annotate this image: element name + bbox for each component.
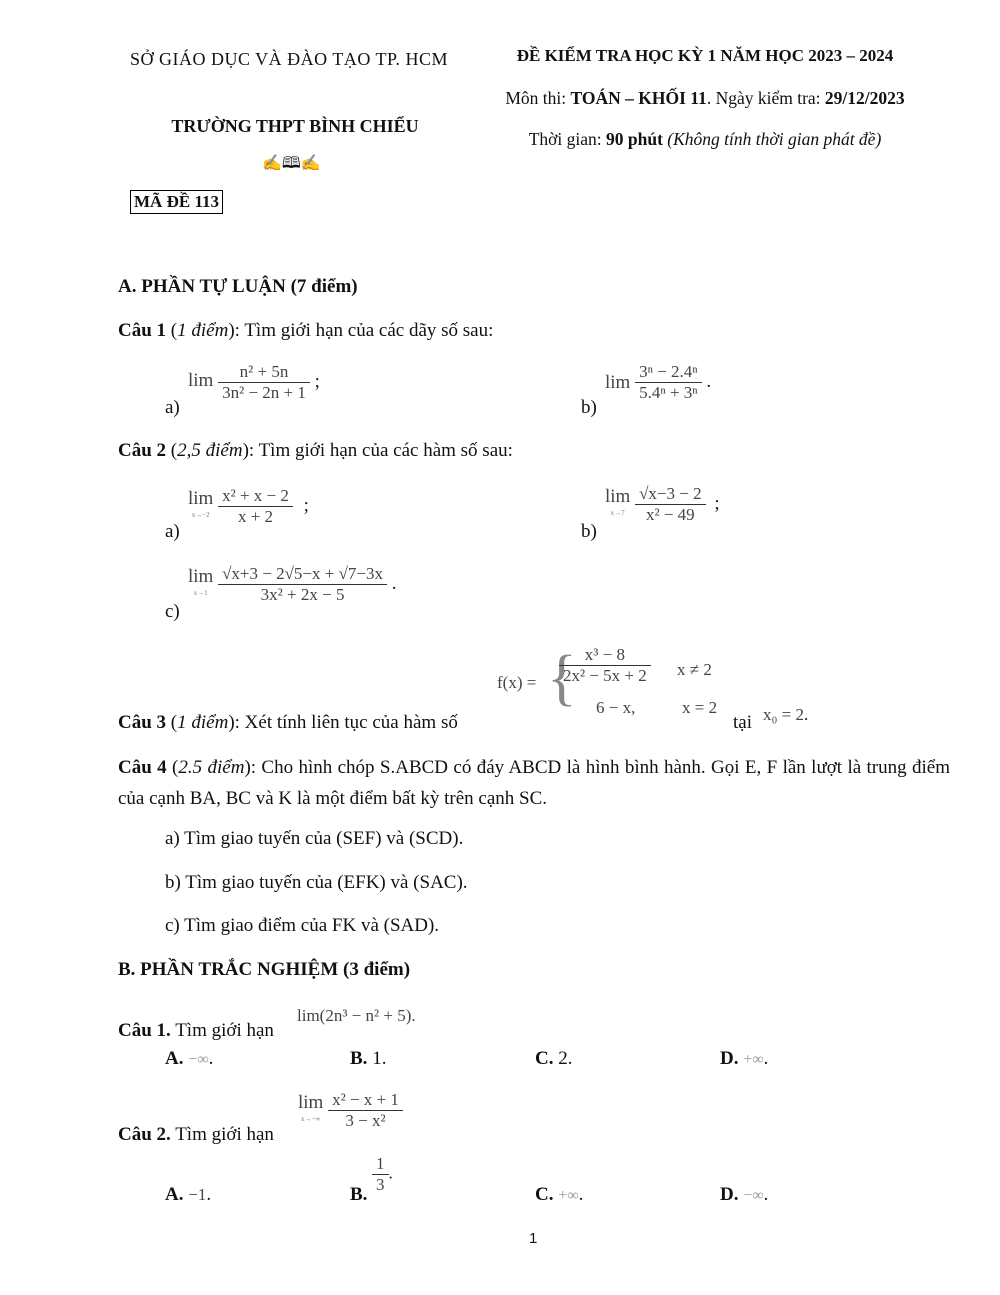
mc2-expr: lim x→−∞ $\frac{\text{x² − x + 1}}{\text{3 − x²}}$ [298,1090,403,1131]
mc2-option-b: B. [350,1184,368,1205]
q4-a: a) Tìm giao tuyến của (SEF) và (SCD). [165,828,464,849]
q3-x0: x₀ = 2. [763,705,809,724]
q2-c-expr: lim x→1 $\frac{√x+3 - 2√5-x + √7-3x}{\text{3x² + 2x − 5}}$ . [188,564,397,604]
part-b-title: B. PHẦN TRẮC NGHIỆM (3 điểm) [118,959,411,980]
exam-code: MÃ ĐỀ 113 [130,190,223,214]
q1-a-expr: lim $\frac{\text{n² + 5n}}{\text{3n² − 2n + 1}}$ ; [188,362,320,402]
department-name: SỞ GIÁO DỤC VÀ ĐÀO TẠO TP. HCM [130,49,449,69]
mc2-option-d: D. −∞. [720,1184,769,1205]
mc1-option-a: A. −∞. [165,1048,214,1069]
page-number: 1 [529,1230,538,1247]
mc1-expr: lim(2n³ − n² + 5). [297,1006,416,1025]
brace: { [547,644,577,712]
q1-b-expr: lim $\frac{\text{3ⁿ − 2.4ⁿ}}{\text{5.4ⁿ + 3ⁿ}}$ . [605,362,712,402]
ornament: ✍🕮✍ [262,155,321,172]
mc1-option-d: D. +∞. [720,1048,769,1069]
q2-a-expr: lim x→−2 $\frac{\text{x² + x − 2}}{x + 2}$ ; [188,486,309,526]
school-name: TRƯỜNG THPT BÌNH CHIỂU [171,116,419,136]
exam-title: ĐỀ KIỂM TRA HỌC KỲ 1 NĂM HỌC 2023 – 2024 [516,46,894,65]
q2-b-label: b) [581,521,597,542]
mc2-option-b-fraction: $\frac{1}{3}$ . [372,1154,393,1195]
mc2-option-a: A. −1. [165,1184,212,1205]
q3-piecewise-function: f(x) = { $\frac{\text{x³ − 8}}{\text{2x² − 5x + 2}}$ x ≠ 2 6 − x, x = 2 [497,644,718,717]
mc1-option-c: C. 2. [535,1048,573,1069]
question-3: Câu 3 (1 điểm): Xét tính liên tục của hàm số [118,712,458,733]
q4-c: c) Tìm giao điểm của FK và (SAD). [165,915,440,936]
mc1-option-b: B. 1. [350,1048,387,1069]
mc-question-1: Câu 1. Tìm giới hạn [118,1020,274,1041]
q4-b: b) Tìm giao tuyến của (EFK) và (SAC). [165,872,468,893]
mc-question-2: Câu 2. Tìm giới hạn [118,1124,274,1145]
mc2-option-c: C. +∞. [535,1184,584,1205]
q2-b-expr: lim x→7 $\frac{√x-3 - 2}{\text{x² − 49}}$ ; [605,484,720,524]
q2-a-label: a) [165,521,180,542]
time-line: Thời gian: 90 phút (Không tính thời gian phát đề) [528,129,882,149]
question-2: Câu 2 (2,5 điểm): Tìm giới hạn của các hàm số sau: [118,440,513,461]
q3-at: tại [733,712,752,733]
question-1: Câu 1 (1 điểm): Tìm giới hạn của các dãy số sau: [118,320,494,341]
q1-a-label: a) [165,397,180,418]
part-a-title: A. PHẦN TỰ LUẬN (7 điểm) [118,276,358,297]
q2-c-label: c) [165,601,180,622]
question-4: Câu 4 (2.5 điểm): Cho hình chóp S.ABCD có đáy ABCD là hình bình hành. Gọi E, F lần lượt là trung điểm của cạnh BA, BC và K là một điểm bất kỳ trên cạnh SC. [118,757,950,809]
subject-line: Môn thi: TOÁN – KHỐI 11. Ngày kiểm tra: 29/12/2023 [505,88,905,108]
q1-b-label: b) [581,397,597,418]
